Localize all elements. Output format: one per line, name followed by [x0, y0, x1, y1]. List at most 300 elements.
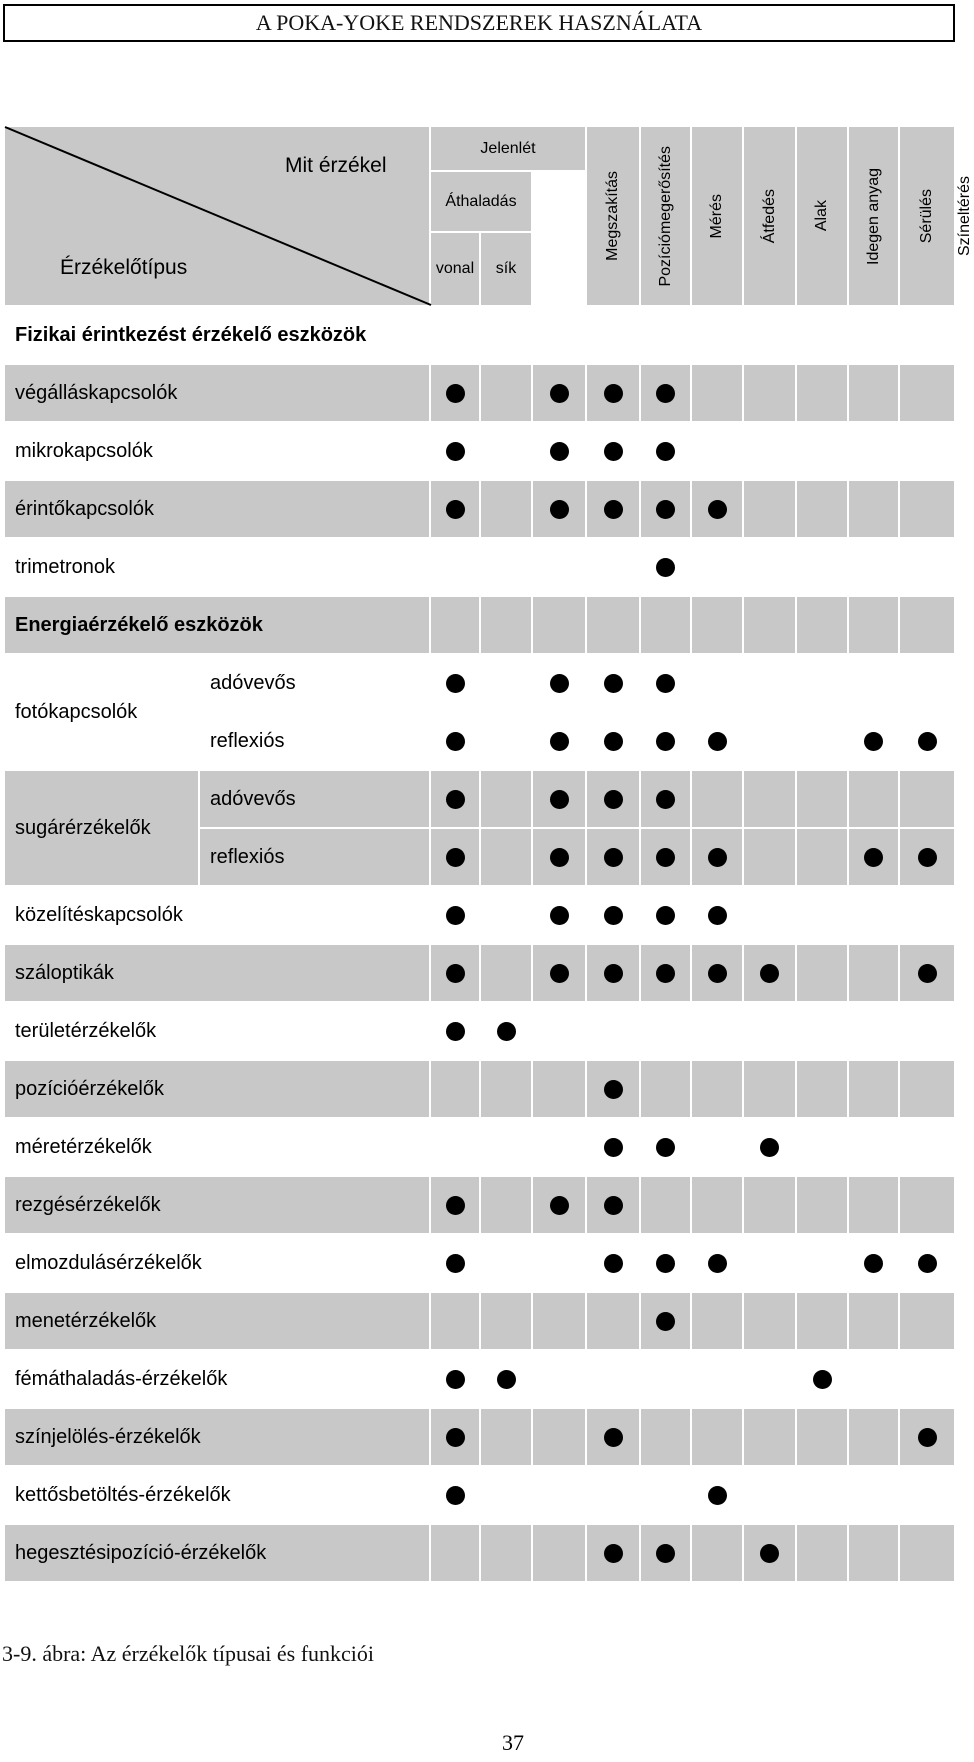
filled-dot-mark [446, 1022, 465, 1041]
matrix-cell [691, 886, 743, 944]
filled-dot-mark [656, 384, 675, 403]
filled-dot-mark [656, 848, 675, 867]
matrix-cell [532, 944, 586, 1002]
col-header-0: vonal [430, 232, 480, 306]
matrix-cell [743, 306, 796, 364]
filled-dot-mark [708, 1486, 727, 1505]
matrix-cell [430, 1292, 480, 1350]
matrix-cell [532, 1176, 586, 1234]
matrix-cell [480, 1524, 532, 1582]
corner-bottom-label: Érzékelőtípus [60, 256, 188, 279]
matrix-cell [586, 1408, 640, 1466]
table-row [4, 1118, 955, 1176]
matrix-cell [640, 1002, 691, 1060]
matrix-cell [532, 1524, 586, 1582]
matrix-cell [743, 828, 796, 886]
matrix-cell [480, 770, 532, 828]
table-row [4, 364, 955, 422]
matrix-cell [532, 364, 586, 422]
matrix-cell [899, 1060, 955, 1118]
matrix-cell [430, 944, 480, 1002]
matrix-cell [586, 1466, 640, 1524]
matrix-cell [848, 944, 899, 1002]
table-row [4, 422, 955, 480]
matrix-cell [640, 944, 691, 1002]
filled-dot-mark [708, 964, 727, 983]
matrix-cell [796, 538, 848, 596]
filled-dot-mark [446, 384, 465, 403]
matrix-cell [480, 1350, 532, 1408]
matrix-cell [430, 1408, 480, 1466]
matrix-cell [532, 480, 586, 538]
matrix-cell [691, 770, 743, 828]
matrix-cell [586, 1176, 640, 1234]
matrix-cell [691, 1118, 743, 1176]
matrix-cell [640, 1524, 691, 1582]
matrix-cell [691, 828, 743, 886]
matrix-cell [848, 364, 899, 422]
row-label: trimetronok [4, 538, 430, 596]
matrix-cell [899, 1002, 955, 1060]
row-label: rezgésérzékelők [4, 1176, 430, 1234]
matrix-cell [848, 1524, 899, 1582]
matrix-cell [586, 538, 640, 596]
matrix-cell [691, 944, 743, 1002]
matrix-cell [899, 1408, 955, 1466]
col-header-label: Alak [813, 200, 831, 232]
matrix-cell [586, 1002, 640, 1060]
matrix-cell [640, 306, 691, 364]
matrix-cell [743, 1234, 796, 1292]
matrix-cell [796, 1466, 848, 1524]
row-label: száloptikák [4, 944, 430, 1002]
filled-dot-mark [708, 1254, 727, 1273]
matrix-cell [899, 1292, 955, 1350]
row-label: közelítéskapcsolók [4, 886, 430, 944]
filled-dot-mark [656, 674, 675, 693]
section-row [4, 596, 955, 654]
matrix-cell [796, 1524, 848, 1582]
matrix-cell [480, 480, 532, 538]
matrix-cell [796, 1350, 848, 1408]
row-sub-label: adóvevős [199, 770, 430, 828]
matrix-cell [691, 538, 743, 596]
matrix-cell [480, 1292, 532, 1350]
matrix-cell [848, 306, 899, 364]
filled-dot-mark [446, 732, 465, 751]
row-group-label: sugárérzékelők [4, 770, 199, 886]
matrix-cell [532, 1060, 586, 1118]
matrix-cell [430, 364, 480, 422]
col-header-2 [586, 126, 640, 306]
matrix-cell [430, 770, 480, 828]
group-header: Jelenlét [430, 126, 586, 171]
table-row [4, 480, 955, 538]
matrix-cell [430, 538, 480, 596]
matrix-cell [480, 306, 532, 364]
matrix-cell [743, 364, 796, 422]
filled-dot-mark [656, 906, 675, 925]
table-row [4, 1466, 955, 1524]
matrix-cell [796, 828, 848, 886]
filled-dot-mark [446, 500, 465, 519]
matrix-cell [899, 886, 955, 944]
matrix-cell [480, 1466, 532, 1524]
filled-dot-mark [604, 1544, 623, 1563]
row-label: elmozdulásérzékelők [4, 1234, 430, 1292]
section-title: Energiaérzékelő eszközök [4, 596, 430, 654]
matrix-cell [430, 1234, 480, 1292]
filled-dot-mark [604, 1080, 623, 1099]
col-header-1: sík [480, 232, 532, 306]
matrix-cell [586, 1524, 640, 1582]
filled-dot-mark [604, 674, 623, 693]
matrix-cell [640, 1466, 691, 1524]
row-sub-label: adóvevős [199, 654, 430, 712]
filled-dot-mark [604, 500, 623, 519]
matrix-cell [691, 1234, 743, 1292]
matrix-cell [691, 480, 743, 538]
matrix-cell [586, 480, 640, 538]
col-header-3 [640, 126, 691, 306]
matrix-cell [691, 364, 743, 422]
col-header-label: Színeltérés [956, 175, 974, 257]
filled-dot-mark [708, 500, 727, 519]
filled-dot-mark [604, 906, 623, 925]
matrix-cell [532, 1002, 586, 1060]
matrix-cell [586, 944, 640, 1002]
matrix-cell [586, 364, 640, 422]
filled-dot-mark [656, 558, 675, 577]
matrix-cell [586, 770, 640, 828]
matrix-cell [796, 596, 848, 654]
filled-dot-mark [446, 964, 465, 983]
matrix-cell [480, 886, 532, 944]
table-row [4, 1060, 955, 1118]
matrix-cell [480, 1408, 532, 1466]
matrix-cell [848, 480, 899, 538]
matrix-cell [691, 1176, 743, 1234]
row-label: mikrokapcsolók [4, 422, 430, 480]
filled-dot-mark [446, 442, 465, 461]
matrix-cell [848, 1002, 899, 1060]
matrix-cell [586, 596, 640, 654]
matrix-cell [848, 1176, 899, 1234]
matrix-cell [480, 1176, 532, 1234]
matrix-cell [691, 1524, 743, 1582]
matrix-cell [796, 306, 848, 364]
row-sub-label: reflexiós [199, 712, 430, 770]
matrix-cell [743, 1002, 796, 1060]
filled-dot-mark [550, 384, 569, 403]
filled-dot-mark [446, 848, 465, 867]
matrix-cell [899, 364, 955, 422]
matrix-cell [480, 1118, 532, 1176]
col-header-label: Átfedés [760, 188, 778, 244]
matrix-cell [640, 364, 691, 422]
matrix-cell [848, 1118, 899, 1176]
filled-dot-mark [497, 1370, 516, 1389]
col-header-label: Idegen anyag [864, 167, 882, 265]
matrix-cell [848, 1350, 899, 1408]
matrix-cell [848, 828, 899, 886]
matrix-cell [796, 654, 848, 712]
matrix-cell [796, 770, 848, 828]
matrix-cell [430, 1176, 480, 1234]
matrix-cell [480, 538, 532, 596]
matrix-cell [848, 1466, 899, 1524]
table-row [4, 1234, 955, 1292]
matrix-cell [430, 480, 480, 538]
filled-dot-mark [604, 1254, 623, 1273]
filled-dot-mark [656, 1312, 675, 1331]
matrix-cell [430, 1118, 480, 1176]
matrix-cell [586, 306, 640, 364]
matrix-cell [743, 538, 796, 596]
matrix-cell [899, 306, 955, 364]
col-header-label: Pozíciómegerősítés [656, 145, 674, 287]
matrix-cell [743, 1350, 796, 1408]
filled-dot-mark [550, 732, 569, 751]
matrix-cell [532, 712, 586, 770]
matrix-cell [691, 1292, 743, 1350]
matrix-cell [480, 1002, 532, 1060]
matrix-cell [899, 712, 955, 770]
matrix-cell [743, 1060, 796, 1118]
filled-dot-mark [864, 732, 883, 751]
row-label: területérzékelők [4, 1002, 430, 1060]
matrix-cell [586, 1350, 640, 1408]
matrix-cell [586, 886, 640, 944]
matrix-cell [586, 712, 640, 770]
matrix-cell [899, 1350, 955, 1408]
matrix-cell [848, 886, 899, 944]
matrix-cell [532, 1408, 586, 1466]
matrix-cell [796, 886, 848, 944]
matrix-cell [691, 1060, 743, 1118]
matrix-cell [743, 654, 796, 712]
matrix-cell [586, 1060, 640, 1118]
matrix-cell [430, 1002, 480, 1060]
matrix-cell [640, 1118, 691, 1176]
matrix-cell [899, 1234, 955, 1292]
filled-dot-mark [604, 1138, 623, 1157]
matrix-cell [640, 480, 691, 538]
matrix-cell [640, 712, 691, 770]
filled-dot-mark [550, 964, 569, 983]
matrix-cell [532, 654, 586, 712]
matrix-cell [743, 1408, 796, 1466]
filled-dot-mark [446, 1428, 465, 1447]
matrix-cell [848, 538, 899, 596]
matrix-cell [691, 1466, 743, 1524]
matrix-cell [899, 828, 955, 886]
matrix-cell [743, 944, 796, 1002]
matrix-cell [532, 828, 586, 886]
matrix-cell [586, 1234, 640, 1292]
matrix-cell [532, 596, 586, 654]
matrix-cell [899, 1524, 955, 1582]
matrix-cell [640, 770, 691, 828]
row-sub-label: reflexiós [199, 828, 430, 886]
filled-dot-mark [446, 906, 465, 925]
matrix-cell [691, 712, 743, 770]
matrix-cell [532, 1234, 586, 1292]
col-header-6 [796, 126, 848, 306]
matrix-cell [796, 944, 848, 1002]
matrix-cell [640, 1060, 691, 1118]
matrix-cell [743, 770, 796, 828]
section-row [4, 306, 955, 364]
matrix-cell [430, 828, 480, 886]
filled-dot-mark [446, 674, 465, 693]
matrix-cell [743, 1176, 796, 1234]
filled-dot-mark [550, 906, 569, 925]
filled-dot-mark [604, 848, 623, 867]
matrix-cell [743, 422, 796, 480]
matrix-cell [586, 1118, 640, 1176]
matrix-cell [899, 1118, 955, 1176]
matrix-cell [480, 422, 532, 480]
filled-dot-mark [550, 790, 569, 809]
matrix-cell [480, 654, 532, 712]
filled-dot-mark [760, 1138, 779, 1157]
figure-caption: 3-9. ábra: Az érzékelők típusai és funkciói [2, 1641, 375, 1666]
filled-dot-mark [446, 1254, 465, 1273]
filled-dot-mark [918, 1254, 937, 1273]
matrix-cell [796, 1234, 848, 1292]
row-label: színjelölés-érzékelők [4, 1408, 430, 1466]
matrix-cell [899, 1176, 955, 1234]
filled-dot-mark [497, 1022, 516, 1041]
filled-dot-mark [550, 1196, 569, 1215]
matrix-cell [796, 1292, 848, 1350]
filled-dot-mark [446, 1370, 465, 1389]
matrix-cell [640, 654, 691, 712]
matrix-cell [899, 422, 955, 480]
table-row [4, 654, 955, 712]
matrix-cell [532, 886, 586, 944]
matrix-cell [586, 1292, 640, 1350]
row-label: méretérzékelők [4, 1118, 430, 1176]
matrix-cell [532, 1118, 586, 1176]
matrix-cell [848, 1234, 899, 1292]
filled-dot-mark [604, 732, 623, 751]
matrix-cell [796, 480, 848, 538]
matrix-cell [899, 1466, 955, 1524]
filled-dot-mark [656, 1138, 675, 1157]
filled-dot-mark [550, 442, 569, 461]
matrix-cell [532, 770, 586, 828]
page-number: 37 [502, 1730, 524, 1755]
filled-dot-mark [760, 1544, 779, 1563]
matrix-cell [430, 1060, 480, 1118]
matrix-cell [848, 422, 899, 480]
matrix-cell [848, 712, 899, 770]
matrix-cell [743, 480, 796, 538]
filled-dot-mark [604, 790, 623, 809]
matrix-cell [532, 422, 586, 480]
matrix-cell [848, 770, 899, 828]
matrix-cell [691, 306, 743, 364]
filled-dot-mark [708, 906, 727, 925]
matrix-cell [430, 596, 480, 654]
table-row [4, 770, 955, 828]
matrix-cell [480, 828, 532, 886]
row-label: pozícióérzékelők [4, 1060, 430, 1118]
matrix-cell [480, 944, 532, 1002]
matrix-cell [848, 596, 899, 654]
matrix-cell [899, 654, 955, 712]
matrix-cell [899, 596, 955, 654]
col-header-5 [743, 126, 796, 306]
matrix-cell [480, 712, 532, 770]
table-row [4, 1292, 955, 1350]
filled-dot-mark [656, 964, 675, 983]
matrix-cell [743, 712, 796, 770]
row-group-label: fotókapcsolók [4, 654, 199, 770]
row-label: hegesztésipozíció-érzékelők [4, 1524, 430, 1582]
filled-dot-mark [604, 1196, 623, 1215]
matrix-cell [743, 1292, 796, 1350]
matrix-cell [899, 770, 955, 828]
matrix-cell [640, 1292, 691, 1350]
matrix-cell [796, 1176, 848, 1234]
filled-dot-mark [604, 964, 623, 983]
filled-dot-mark [446, 1486, 465, 1505]
matrix-cell [480, 596, 532, 654]
filled-dot-mark [918, 964, 937, 983]
matrix-cell [430, 422, 480, 480]
matrix-cell [532, 538, 586, 596]
matrix-cell [640, 538, 691, 596]
filled-dot-mark [708, 732, 727, 751]
matrix-cell [796, 364, 848, 422]
filled-dot-mark [656, 732, 675, 751]
col-header-label: Sérülés [918, 188, 936, 244]
col-header-8 [899, 126, 955, 306]
section-title: Fizikai érintkezést érzékelő eszközök [4, 306, 430, 364]
filled-dot-mark [656, 790, 675, 809]
matrix-cell [796, 1060, 848, 1118]
matrix-cell [691, 1002, 743, 1060]
matrix-cell [586, 654, 640, 712]
matrix-cell [848, 654, 899, 712]
matrix-cell [640, 422, 691, 480]
matrix-cell [430, 886, 480, 944]
filled-dot-mark [813, 1370, 832, 1389]
table-row [4, 1524, 955, 1582]
matrix-cell [430, 306, 480, 364]
matrix-cell [796, 712, 848, 770]
matrix-cell [796, 1408, 848, 1466]
matrix-cell [899, 944, 955, 1002]
filled-dot-mark [656, 1254, 675, 1273]
filled-dot-mark [656, 500, 675, 519]
table-row [4, 886, 955, 944]
filled-dot-mark [656, 442, 675, 461]
corner-top-label: Mit érzékel [285, 154, 387, 177]
matrix-cell [691, 596, 743, 654]
matrix-cell [480, 364, 532, 422]
matrix-cell [586, 422, 640, 480]
matrix-cell [691, 1408, 743, 1466]
matrix-cell [640, 1234, 691, 1292]
col-header-4 [691, 126, 743, 306]
matrix-cell [743, 1466, 796, 1524]
matrix-cell [586, 828, 640, 886]
row-label: végálláskapcsolók [4, 364, 430, 422]
